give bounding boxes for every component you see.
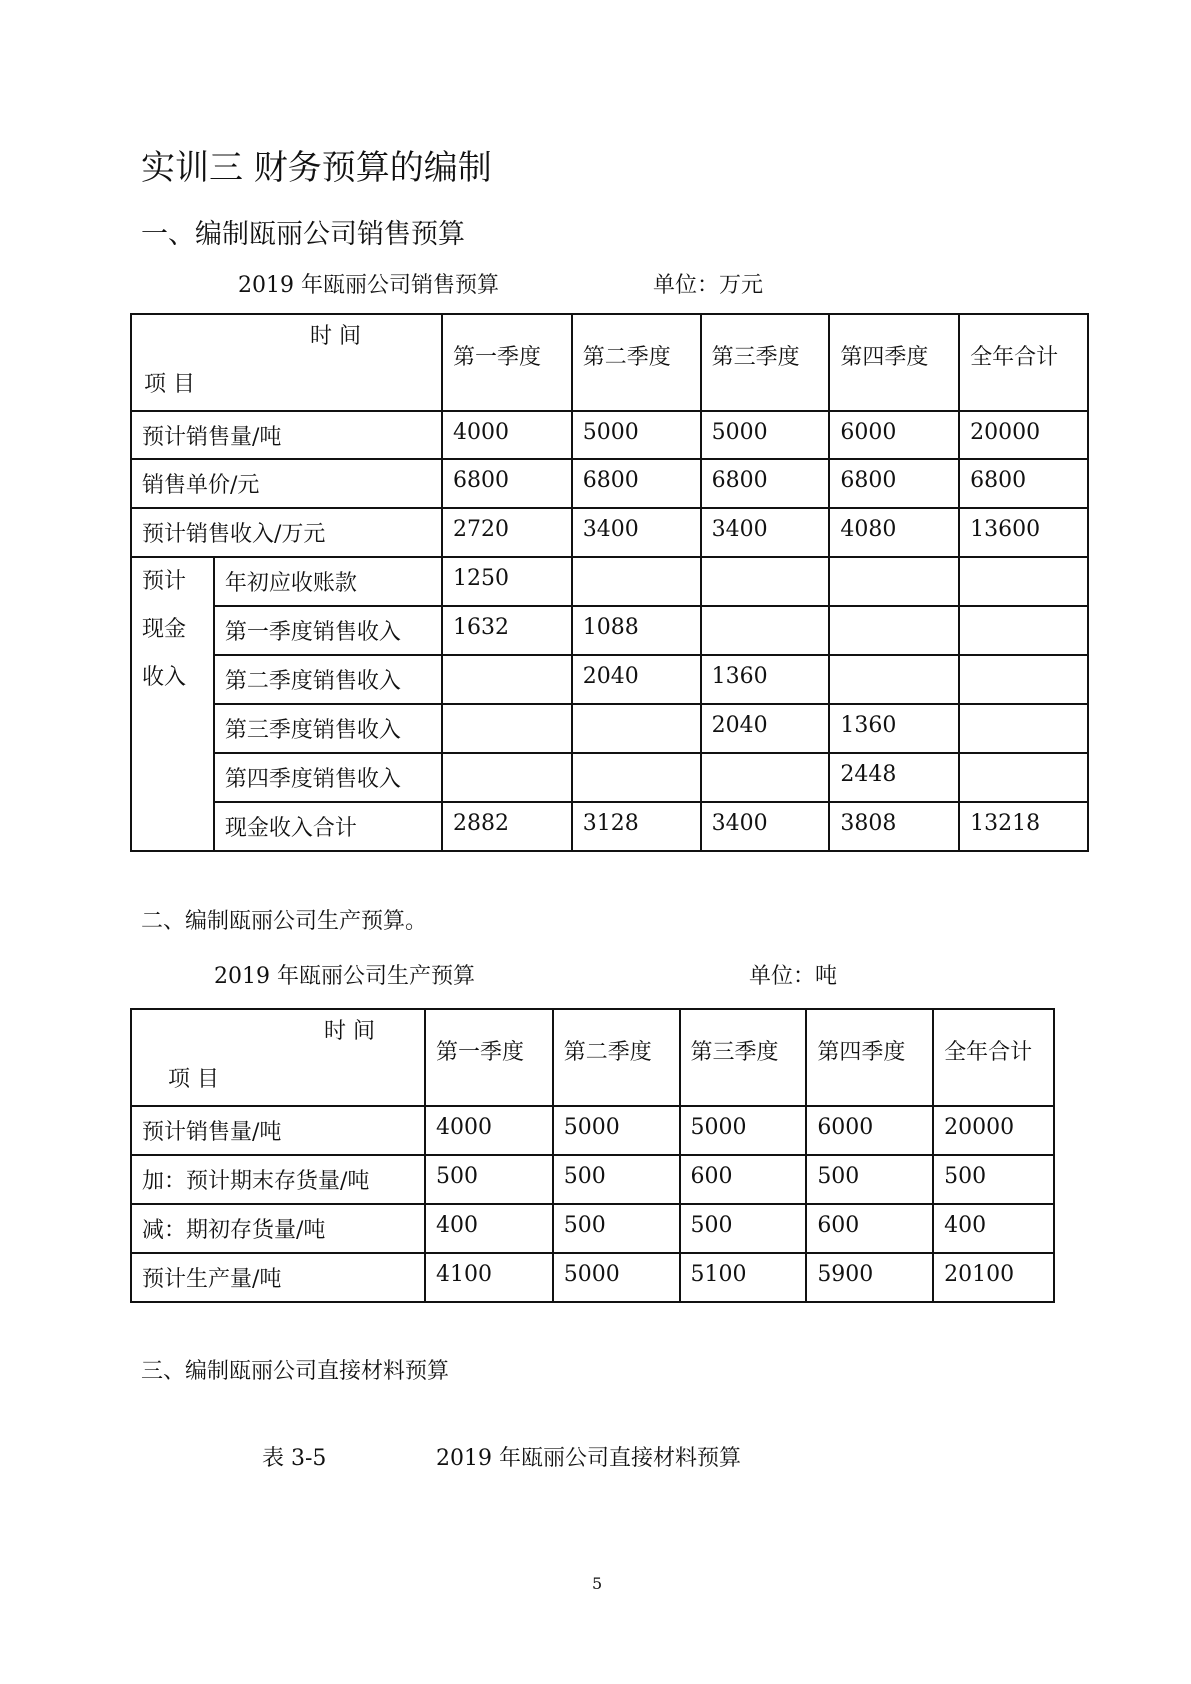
table-cell (829, 655, 959, 704)
table-cell (572, 704, 701, 753)
header-time: 时 间 (324, 1019, 375, 1044)
table-row (131, 1106, 1054, 1155)
table-cell: 4080 (829, 508, 959, 557)
row-label: 第二季度销售收入 (214, 655, 442, 704)
table-row (131, 1204, 1054, 1253)
table-row (131, 1155, 1054, 1204)
column-header: 全年合计 (959, 314, 1088, 411)
page-title: 实训三 财务预算的编制 (141, 148, 492, 188)
table-cell (701, 606, 830, 655)
table-cell: 4000 (442, 411, 572, 459)
table-cell: 5000 (680, 1106, 807, 1155)
row-label: 第一季度销售收入 (214, 606, 442, 655)
cash-group-line: 收入 (142, 665, 187, 690)
table-row (131, 802, 1088, 851)
table-row (131, 508, 1088, 557)
section2-caption: 2019 年瓯丽公司生产预算 (214, 964, 475, 989)
column-header: 全年合计 (933, 1009, 1054, 1106)
row-label: 预计生产量/吨 (131, 1253, 425, 1302)
table-cell: 500 (933, 1155, 1054, 1204)
table-cell: 2040 (572, 655, 701, 704)
table-cell: 13600 (959, 508, 1088, 557)
table-cell: 6800 (829, 459, 959, 508)
row-label: 销售单价/元 (131, 459, 442, 508)
table-cell (959, 557, 1088, 606)
header-corner (131, 314, 442, 411)
table-cell: 1360 (829, 704, 959, 753)
table-cell: 5100 (680, 1253, 807, 1302)
table-cell: 5000 (701, 411, 830, 459)
table-cell: 600 (806, 1204, 933, 1253)
section1-heading: 一、编制瓯丽公司销售预算 (141, 219, 465, 250)
cash-group-label (131, 557, 214, 851)
table-cell: 600 (680, 1155, 807, 1204)
section2-heading: 二、编制瓯丽公司生产预算。 (141, 909, 428, 934)
table-row (131, 606, 1088, 655)
section2-unit: 单位：吨 (749, 964, 838, 989)
production-budget-table (130, 1008, 1055, 1303)
table-cell: 6800 (701, 459, 830, 508)
section1-unit: 单位：万元 (653, 273, 764, 298)
column-header: 第二季度 (572, 314, 701, 411)
table-cell: 3400 (701, 802, 830, 851)
table-cell: 500 (425, 1155, 553, 1204)
table-cell: 3128 (572, 802, 701, 851)
column-header: 第四季度 (806, 1009, 933, 1106)
table-cell: 4100 (425, 1253, 553, 1302)
table-cell (442, 655, 572, 704)
section3-caption: 2019 年瓯丽公司直接材料预算 (436, 1446, 741, 1471)
table-cell: 20100 (933, 1253, 1054, 1302)
table-cell: 3400 (701, 508, 830, 557)
table-cell: 400 (425, 1204, 553, 1253)
sales-budget-table (130, 313, 1089, 852)
row-label: 预计销售量/吨 (131, 411, 442, 459)
table-cell: 20000 (933, 1106, 1054, 1155)
table-cell: 500 (680, 1204, 807, 1253)
table-cell: 1632 (442, 606, 572, 655)
table-cell: 5000 (553, 1253, 680, 1302)
header-item: 项 目 (144, 372, 195, 397)
cash-group-line: 现金 (142, 617, 187, 642)
table-row (131, 557, 1088, 606)
column-header: 第四季度 (829, 314, 959, 411)
table-row (131, 753, 1088, 802)
table-row (131, 704, 1088, 753)
table-cell: 6800 (572, 459, 701, 508)
table-cell: 6800 (959, 459, 1088, 508)
table-cell: 3400 (572, 508, 701, 557)
table-row (131, 459, 1088, 508)
table-cell (701, 753, 830, 802)
table-cell: 2040 (701, 704, 830, 753)
column-header: 第一季度 (425, 1009, 553, 1106)
table-cell: 400 (933, 1204, 1054, 1253)
table-cell (442, 704, 572, 753)
row-label: 减：期初存货量/吨 (131, 1204, 425, 1253)
column-header: 第一季度 (442, 314, 572, 411)
table-header-row (131, 1009, 1054, 1106)
table-cell (959, 606, 1088, 655)
table-cell: 2448 (829, 753, 959, 802)
section3-heading: 三、编制瓯丽公司直接材料预算 (141, 1359, 450, 1384)
table-cell: 4000 (425, 1106, 553, 1155)
header-corner (131, 1009, 425, 1106)
table-cell: 1360 (701, 655, 830, 704)
header-time: 时 间 (310, 324, 361, 349)
column-header: 第二季度 (553, 1009, 680, 1106)
table-cell: 6000 (806, 1106, 933, 1155)
table-cell (959, 704, 1088, 753)
table-cell: 5000 (553, 1106, 680, 1155)
column-header: 第三季度 (701, 314, 830, 411)
row-label: 现金收入合计 (214, 802, 442, 851)
table-row (131, 1253, 1054, 1302)
page-number: 5 (592, 1574, 603, 1593)
header-item: 项 目 (168, 1067, 219, 1092)
table-cell (829, 606, 959, 655)
table-row (131, 411, 1088, 459)
table-cell (829, 557, 959, 606)
column-header: 第三季度 (680, 1009, 807, 1106)
row-label: 年初应收账款 (214, 557, 442, 606)
table-cell: 1250 (442, 557, 572, 606)
section1-caption: 2019 年瓯丽公司销售预算 (238, 273, 499, 298)
table-cell (572, 753, 701, 802)
table-cell (959, 753, 1088, 802)
cash-group-line: 预计 (142, 569, 187, 594)
table-row (131, 655, 1088, 704)
table-header-row (131, 314, 1088, 411)
table-cell: 500 (553, 1204, 680, 1253)
table-cell: 5900 (806, 1253, 933, 1302)
row-label: 第四季度销售收入 (214, 753, 442, 802)
table-cell: 20000 (959, 411, 1088, 459)
row-label: 加：预计期末存货量/吨 (131, 1155, 425, 1204)
table-cell: 6800 (442, 459, 572, 508)
row-label: 预计销售收入/万元 (131, 508, 442, 557)
table-cell: 5000 (572, 411, 701, 459)
table-cell: 500 (806, 1155, 933, 1204)
row-label: 预计销售量/吨 (131, 1106, 425, 1155)
table-cell: 3808 (829, 802, 959, 851)
table-cell: 2720 (442, 508, 572, 557)
table-cell: 6000 (829, 411, 959, 459)
table-cell: 2882 (442, 802, 572, 851)
row-label: 第三季度销售收入 (214, 704, 442, 753)
table-cell (442, 753, 572, 802)
table-cell: 13218 (959, 802, 1088, 851)
table-cell (572, 557, 701, 606)
table-cell (959, 655, 1088, 704)
table-cell (701, 557, 830, 606)
table-cell: 500 (553, 1155, 680, 1204)
table-cell: 1088 (572, 606, 701, 655)
section3-table-number: 表 3-5 (262, 1446, 327, 1471)
